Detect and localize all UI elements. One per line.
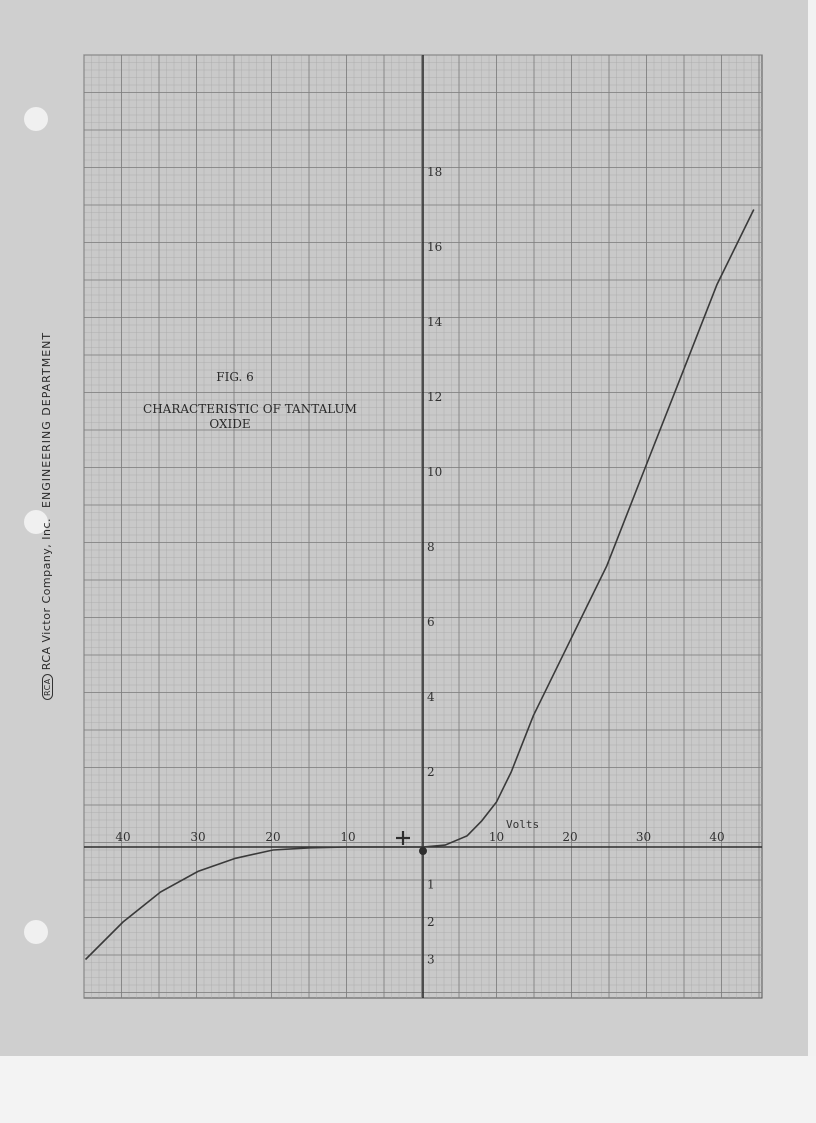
scan-margin — [0, 1056, 816, 1123]
y-tick-label: 8 — [427, 540, 435, 554]
y-tick-label: 16 — [427, 240, 443, 254]
y-tick-label: 3 — [427, 952, 435, 967]
chart-subtitle-line: CHARACTERISTIC OF TANTALUM — [143, 402, 357, 416]
x-tick-label: 40 — [115, 830, 131, 844]
x-tick-label: 20 — [562, 830, 578, 844]
x-tick-label: 10 — [488, 830, 505, 844]
y-tick-label: 2 — [427, 915, 435, 929]
chart-title: FIG. 6 — [216, 370, 254, 384]
rca-logo: RCA — [42, 674, 53, 700]
department-name: ENGINEERING DEPARTMENT — [40, 331, 53, 508]
chart-subtitle-line: OXIDE — [209, 417, 251, 431]
y-tick-label: 14 — [427, 315, 443, 329]
x-tick-label: 20 — [265, 830, 281, 844]
origin-dot — [419, 847, 427, 855]
y-tick-label: 4 — [427, 690, 435, 704]
y-tick-label: 18 — [427, 165, 443, 179]
y-tick-label: 12 — [427, 390, 443, 404]
x-tick-label: 30 — [635, 830, 652, 844]
company-name: RCA Victor Company, Inc. — [40, 517, 53, 671]
y-tick-label: 2 — [427, 765, 435, 779]
y-tick-label: 6 — [427, 615, 435, 629]
x-tick-label: 10 — [340, 830, 356, 844]
x-axis-label: Volts — [506, 818, 540, 831]
y-tick-label: 1 — [427, 877, 435, 892]
y-tick-label: 10 — [427, 465, 443, 479]
x-tick-label: 40 — [709, 830, 725, 844]
x-tick-label: 30 — [190, 830, 206, 844]
